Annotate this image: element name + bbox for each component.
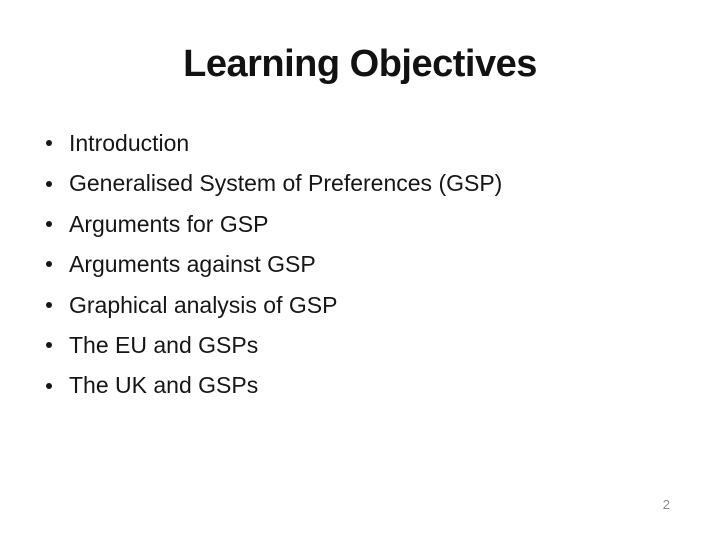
bullet-item <box>46 285 690 325</box>
bullet-text: Generalised System of Preferences (GSP) <box>69 170 503 197</box>
bullet-item <box>46 163 690 203</box>
bullet-item <box>46 204 690 244</box>
page-number: 2 <box>662 497 670 512</box>
bullet-text: The EU and GSPs <box>69 331 259 358</box>
bullet-item <box>46 365 690 405</box>
bullet-text: Introduction <box>69 130 190 156</box>
bullet-dot-icon <box>46 181 52 187</box>
slide-title: Learning Objectives <box>183 43 537 85</box>
bullet-item <box>46 244 690 284</box>
bullet-item <box>46 123 690 163</box>
bullet-text: The UK and GSPs <box>69 372 259 399</box>
bullet-dot-icon <box>46 140 52 146</box>
bullet-list <box>46 123 690 406</box>
bullet-dot-icon <box>46 302 52 308</box>
bullet-text: Graphical analysis of GSP <box>69 291 338 318</box>
bullet-dot-icon <box>46 261 52 267</box>
bullet-dot-icon <box>46 342 52 348</box>
bullet-dot-icon <box>46 221 52 227</box>
bullet-item <box>46 325 690 365</box>
bullet-dot-icon <box>46 383 52 389</box>
bullet-text: Arguments for GSP <box>69 210 269 237</box>
bullet-text: Arguments against GSP <box>69 251 316 278</box>
